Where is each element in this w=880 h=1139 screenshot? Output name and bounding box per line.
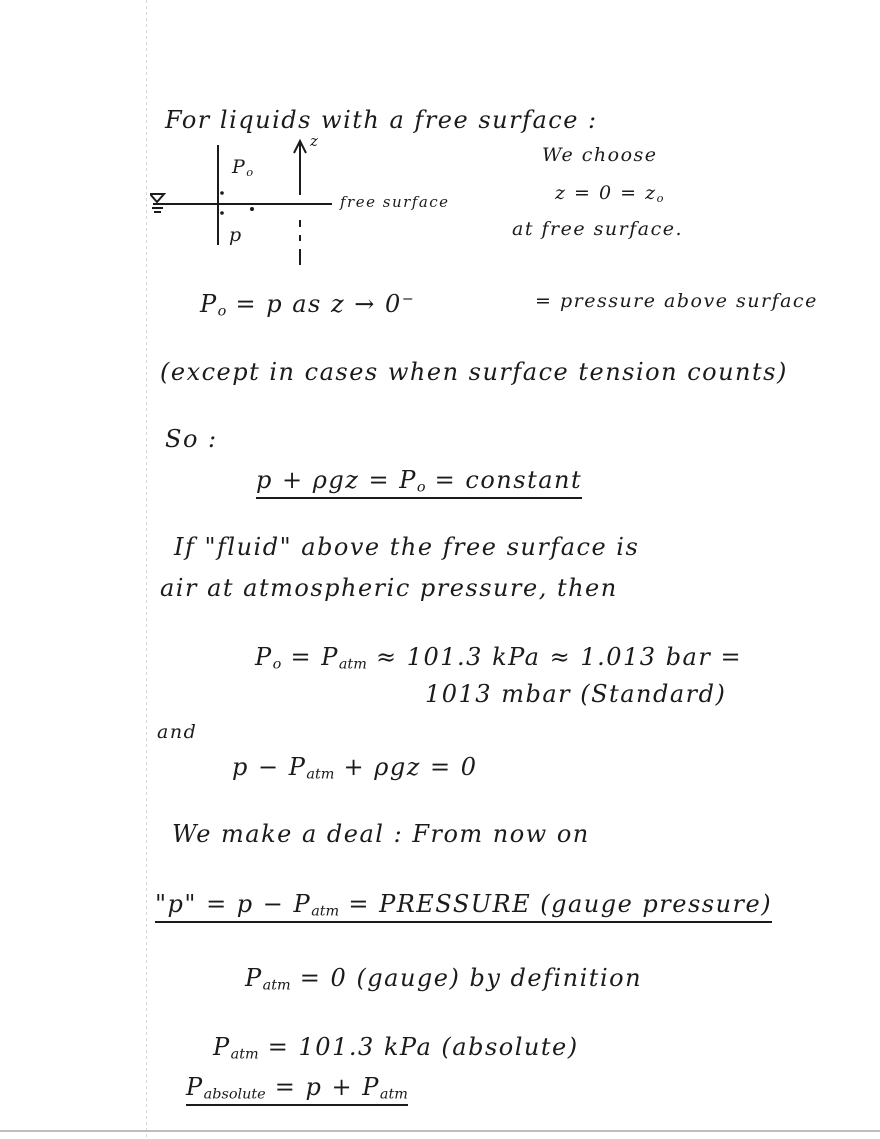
so-label: So : (165, 425, 218, 453)
free-surface-triangle-icon (150, 194, 164, 202)
patm-zero-line: $P_{atm} = 0$ (gauge) by definition (245, 964, 643, 994)
if-line-2: air at atmospheric pressure, then (160, 574, 618, 602)
choose-line-1: We choose (542, 144, 658, 166)
free-surface-label: free surface (340, 193, 450, 211)
absolute-pressure-line: $P_{absolute} = p + P_{atm}$ (186, 1075, 408, 1102)
patm-line-1: $P_o = P_{atm} \approx 101.3$ kPa ≈ 1.013 bar = (255, 643, 743, 673)
heading-line: For liquids with a free surface : (165, 106, 598, 134)
if-line-1: If "fluid" above the free surface is (174, 533, 640, 561)
margin-line (146, 0, 147, 1139)
zero-equation: $p - P_{atm} + \rho gz = 0$ (232, 753, 478, 783)
choose-line-2: $z = 0 = z_o$ (555, 182, 664, 205)
upper-dot (220, 191, 224, 195)
label-p0: $P_o$ (232, 156, 254, 179)
hydrostatic-equation: $p + \rho gz = P_o$ = constant (256, 468, 582, 495)
patm-absolute-line: $P_{atm} = 101.3$ kPa (absolute) (213, 1033, 579, 1063)
patm-line-2: 1013 mbar (Standard) (425, 680, 727, 708)
exception-line: (except in cases when surface tension counts) (160, 358, 788, 386)
limit-line-left: $P_o = p$ as z → 0− (200, 290, 414, 320)
label-p: p (229, 224, 243, 246)
choose-line-3: at free surface. (512, 218, 683, 240)
deal-line: We make a deal : From now on (172, 820, 590, 848)
page-bottom-edge (0, 1130, 880, 1132)
point-dot (250, 207, 254, 211)
limit-line-right: = pressure above surface (535, 290, 818, 312)
and-word: and (157, 721, 198, 743)
gauge-definition: "p" = $p - P_{atm}$ = PRESSURE (gauge pressure) (155, 892, 772, 919)
lower-dot (220, 211, 224, 215)
label-z: z (310, 132, 320, 150)
